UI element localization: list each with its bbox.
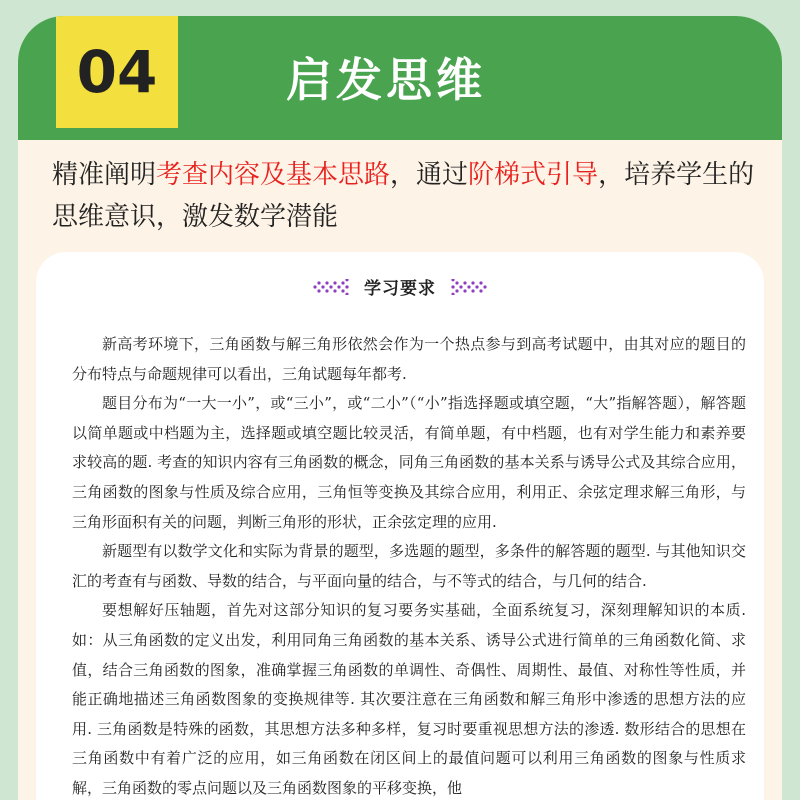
content-card <box>18 16 782 800</box>
section-number-badge <box>56 16 178 128</box>
section-header <box>36 274 764 304</box>
section-title: 学习要求 <box>364 279 436 299</box>
body-text <box>72 330 746 800</box>
intro-part2: ，通过 <box>390 160 469 190</box>
paragraph-1: 新高考环境下，三角函数与解三角形依然会作为一个热点参与到高考试题中，由其对应的题目的分布特点与命题规律可以看出，三角试题每年都考. <box>72 335 746 383</box>
intro-part3: ，培养学生的思维意识，激发数学潜能 <box>52 160 755 232</box>
page-title: 启发思维 <box>286 53 486 107</box>
left-arrow-decoration-icon <box>311 279 351 295</box>
right-arrow-decoration-icon <box>449 279 489 295</box>
intro-highlight-1: 考查内容及基本思路 <box>156 160 391 190</box>
intro-text <box>52 154 772 238</box>
paragraph-2: 题目分布为“一大一小”，或“三小”，或“二小”（“小”指选择题或填空题，“大”指解答题），解答题以简单题或中档题为主，选择题或填空题比较灵活，有简单题，有中档题，也有对学生能力和素养要求较高的题. 考查的知识内容有三角函数的概念，同角三角函数的基本关系与诱导公式及其综合应用，三角函数的图象与性质及综合应用，三角恒等变换及其综合应用，利用正、余弦定理求解三角形，与三角形面积有关的问题，判断三角形的形状，正余弦定理的应用. <box>72 394 746 531</box>
paragraph-3: 新题型有以数学文化和实际为背景的题型，多选题的题型，多条件的解答题的题型. 与其他知识交汇的考查有与函数、导数的结合，与平面向量的结合，与不等式的结合，与几何的结合. <box>72 542 746 590</box>
intro-part1: 精准阐明 <box>52 160 157 190</box>
paragraph-4: 要想解好压轴题，首先对这部分知识的复习要务实基础，全面系统复习，深刻理解知识的本质. 如：从三角函数的定义出发，利用同角三角函数的基本关系、诱导公式进行简单的三角函数化简、求值，结合三角函数的图象，准确掌握三角函数的单调性、奇偶性、周期性、最值、对称性等性质，并能正确地描述三角函数图象的变换规律等. 其次要注意在三角函数和解三角形中渗透的思想方法的应用. 三角函数是特殊的函数，其思想方法多种多样，复习时要重视思想方法的渗透. 数形结合的思想在三角函数中有着广泛的应用，如三角函数在闭区间上的最值问题可以利用三角函数的图象与性质求解，三角函数的零点问题以及三角函数图象的平移变换，他 <box>72 601 746 797</box>
document-page <box>36 252 764 800</box>
header-bar <box>18 16 782 140</box>
intro-highlight-2: 阶梯式引导 <box>468 160 599 190</box>
section-number: 04 <box>76 38 158 106</box>
